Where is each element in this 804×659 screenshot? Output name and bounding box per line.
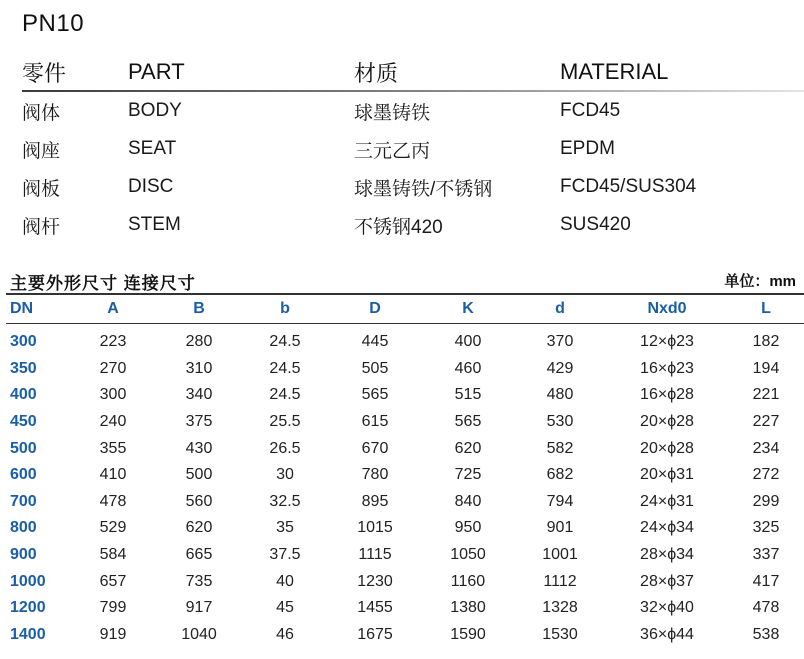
part-name-en: SEAT	[128, 138, 177, 159]
dimension-cell: 194	[752, 359, 780, 377]
column-header-nxd0: Nxd0	[647, 300, 687, 317]
part-name-cn: 阀体	[22, 102, 61, 124]
dimension-cell: 24×ϕ31	[640, 492, 694, 510]
dimension-cell: 584	[99, 546, 127, 564]
dimension-cell: 1015	[357, 519, 393, 537]
dimension-cell: 735	[185, 572, 213, 590]
dimension-cell: 223	[99, 333, 127, 351]
dimension-cell: 234	[752, 439, 780, 457]
dimension-cell: 665	[185, 546, 213, 564]
materials-header-cell: PART	[128, 59, 185, 84]
dimensions-table	[6, 295, 804, 648]
dimension-cell: 1590	[450, 625, 486, 643]
dimension-cell: 310	[185, 359, 213, 377]
dimension-cell: 221	[752, 386, 780, 404]
dimensions-row	[6, 542, 804, 569]
dimension-cell: 780	[361, 466, 389, 484]
dimension-cell: 25.5	[269, 413, 301, 431]
material-en: EPDM	[560, 138, 615, 159]
dn-cell: 1400	[10, 625, 46, 643]
dimension-cell: 480	[546, 386, 574, 404]
dimension-cell: 28×ϕ37	[640, 572, 694, 590]
material-cn: 球墨铸铁	[354, 102, 431, 124]
material-cn: 不锈钢420	[354, 216, 443, 238]
dimension-cell: 375	[185, 413, 213, 431]
dimension-cell: 24×ϕ34	[640, 519, 694, 537]
column-header-b: B	[193, 300, 205, 317]
dn-cell: 600	[10, 466, 37, 484]
dn-cell: 400	[10, 386, 37, 404]
dimension-cell: 670	[361, 439, 389, 457]
dimension-cell: 895	[361, 492, 389, 510]
dimension-cell: 272	[752, 466, 780, 484]
dimension-cell: 530	[546, 413, 574, 431]
dimension-cell: 16×ϕ23	[640, 359, 694, 377]
dimension-cell: 560	[185, 492, 213, 510]
dimension-cell: 32×ϕ40	[640, 599, 694, 617]
dimension-cell: 615	[361, 413, 389, 431]
dimensions-row	[6, 515, 804, 542]
column-header-l: L	[761, 300, 771, 317]
materials-row	[22, 130, 804, 168]
dimension-cell: 500	[185, 466, 213, 484]
dimension-cell: 620	[454, 439, 482, 457]
dimension-cell: 16×ϕ28	[640, 386, 694, 404]
dimension-cell: 355	[99, 439, 127, 457]
dimensions-row	[6, 323, 804, 356]
dimension-cell: 26.5	[269, 439, 301, 457]
dimension-cell: 445	[361, 333, 389, 351]
dimensions-header-row	[6, 295, 804, 323]
materials-header-cell: 零件	[22, 60, 67, 86]
dimension-cell: 1675	[357, 625, 393, 643]
part-name-cn: 阀座	[22, 140, 61, 162]
column-header-dn: DN	[10, 300, 34, 317]
material-en: FCD45	[560, 100, 621, 121]
dimensions-row	[6, 595, 804, 622]
dimensions-row	[6, 568, 804, 595]
dn-cell: 300	[10, 333, 37, 351]
dimension-cell: 1380	[450, 599, 486, 617]
dimension-cell: 657	[99, 572, 127, 590]
dimension-cell: 37.5	[269, 546, 301, 564]
dimensions-row	[6, 409, 804, 436]
dimension-cell: 478	[99, 492, 127, 510]
dimensions-row	[6, 435, 804, 462]
dimensions-row	[6, 356, 804, 383]
dimension-cell: 478	[752, 599, 780, 617]
column-header-d: d	[555, 300, 565, 317]
dimensions-row	[6, 382, 804, 409]
dimension-cell: 270	[99, 359, 127, 377]
dimension-cell: 620	[185, 519, 213, 537]
dimension-cell: 515	[454, 386, 482, 404]
dimension-cell: 400	[454, 333, 482, 351]
column-header-k: K	[462, 300, 474, 317]
dimension-cell: 300	[99, 386, 127, 404]
dimension-cell: 240	[99, 413, 127, 431]
dimension-cell: 505	[361, 359, 389, 377]
dimensions-title: 主要外形尺寸 连接尺寸	[10, 274, 196, 293]
dimension-cell: 36×ϕ44	[640, 625, 694, 643]
materials-table	[22, 52, 804, 244]
dimension-cell: 299	[752, 492, 780, 510]
dimension-cell: 529	[99, 519, 127, 537]
dimension-cell: 337	[752, 546, 780, 564]
dn-cell: 1200	[10, 599, 46, 617]
dimension-cell: 1230	[357, 572, 393, 590]
dimension-cell: 725	[454, 466, 482, 484]
dimension-cell: 919	[99, 625, 127, 643]
column-header-d: D	[369, 300, 381, 317]
dimension-cell: 582	[546, 439, 574, 457]
dimension-cell: 325	[752, 519, 780, 537]
material-cn: 球墨铸铁/不锈钢	[354, 178, 493, 200]
part-name-en: STEM	[128, 214, 181, 235]
page-title: PN10	[22, 10, 85, 37]
dimension-cell: 794	[546, 492, 574, 510]
dn-cell: 1000	[10, 572, 46, 590]
dimension-cell: 950	[454, 519, 482, 537]
materials-row	[22, 206, 804, 244]
part-name-en: DISC	[128, 176, 174, 197]
dimension-cell: 24.5	[269, 333, 301, 351]
dimension-cell: 20×ϕ28	[640, 439, 694, 457]
dimension-cell: 538	[752, 625, 780, 643]
dimension-cell: 429	[546, 359, 574, 377]
dimensions-row	[6, 489, 804, 516]
dimension-cell: 1115	[358, 546, 392, 564]
dimension-cell: 917	[185, 599, 213, 617]
material-en: SUS420	[560, 214, 631, 235]
dimension-cell: 24.5	[269, 359, 301, 377]
dimension-cell: 901	[546, 519, 574, 537]
materials-header-cell: MATERIAL	[560, 59, 669, 84]
material-cn: 三元乙丙	[354, 140, 431, 162]
dimension-cell: 20×ϕ31	[640, 466, 694, 484]
dimension-cell: 1328	[542, 599, 578, 617]
dimension-cell: 35	[276, 519, 294, 537]
dimension-cell: 20×ϕ28	[640, 413, 694, 431]
material-en: FCD45/SUS304	[560, 176, 697, 197]
dimension-cell: 1112	[543, 572, 577, 590]
column-header-a: A	[107, 300, 119, 317]
dimension-cell: 280	[185, 333, 213, 351]
materials-header-divider	[22, 90, 804, 92]
dimension-cell: 28×ϕ34	[640, 546, 694, 564]
dn-cell: 800	[10, 519, 37, 537]
dimensions-row	[6, 462, 804, 489]
dimension-cell: 417	[752, 572, 780, 590]
dimension-cell: 1530	[542, 625, 578, 643]
dimension-cell: 227	[752, 413, 780, 431]
dimension-cell: 1050	[450, 546, 486, 564]
dimension-cell: 840	[454, 492, 482, 510]
dimension-cell: 430	[185, 439, 213, 457]
dimension-cell: 46	[276, 625, 294, 643]
dimension-cell: 32.5	[269, 492, 301, 510]
dimension-cell: 30	[276, 466, 294, 484]
part-name-cn: 阀杆	[22, 216, 61, 238]
dimension-cell: 40	[276, 572, 294, 590]
dimension-cell: 565	[361, 386, 389, 404]
dimension-cell: 182	[752, 333, 780, 351]
part-name-en: BODY	[128, 100, 182, 121]
dimension-cell: 370	[546, 333, 574, 351]
dimension-cell: 24.5	[269, 386, 301, 404]
dimension-cell: 460	[454, 359, 482, 377]
dn-cell: 700	[10, 492, 37, 510]
dimension-cell: 799	[99, 599, 127, 617]
dimension-cell: 1160	[450, 572, 486, 590]
dn-cell: 450	[10, 413, 37, 431]
dimension-cell: 1001	[542, 546, 578, 564]
dimension-cell: 682	[546, 466, 574, 484]
dimension-cell: 340	[185, 386, 213, 404]
materials-header-row	[22, 52, 804, 92]
dimension-cell: 1455	[357, 599, 393, 617]
part-name-cn: 阀板	[22, 178, 61, 200]
materials-row	[22, 92, 804, 130]
dn-cell: 350	[10, 359, 37, 377]
dimension-cell: 1040	[181, 625, 217, 643]
dimensions-row	[6, 622, 804, 649]
dimensions-unit: 单位：mm	[724, 273, 796, 290]
column-header-b: b	[280, 300, 290, 317]
dn-cell: 500	[10, 439, 37, 457]
dimension-cell: 45	[276, 599, 294, 617]
dn-cell: 900	[10, 546, 37, 564]
materials-row	[22, 168, 804, 206]
dimension-cell: 565	[454, 413, 482, 431]
dimension-cell: 410	[99, 466, 127, 484]
materials-header-cell: 材质	[354, 60, 399, 86]
dimension-cell: 12×ϕ23	[640, 333, 694, 351]
